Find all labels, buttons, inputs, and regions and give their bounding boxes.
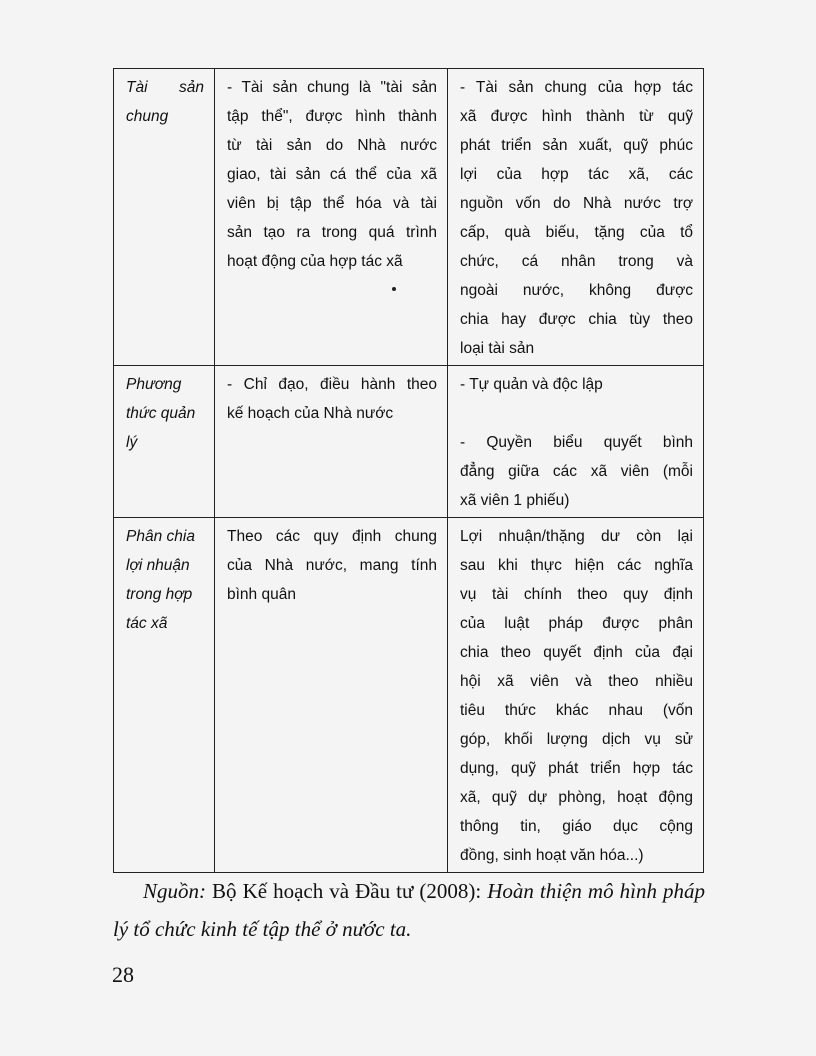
row-label-line: lợi nhuận (126, 557, 190, 574)
old-model-cell (215, 69, 448, 366)
new-model-cell (448, 366, 704, 518)
cell-text-line: cấp, quà biếu, tặng của tổ (460, 224, 693, 241)
row-label-line: Phương (126, 376, 182, 393)
old-model-cell (215, 366, 448, 518)
cell-text-line: góp, khối lượng dịch vụ sử (460, 731, 693, 748)
cell-text-line: đẳng giữa các xã viên (mỗi (460, 463, 693, 480)
row-label-cell (114, 69, 215, 366)
paragraph-gap (460, 399, 693, 428)
cell-text-line: xã được hình thành từ quỹ (460, 108, 693, 125)
row-label-cell (114, 518, 215, 873)
page-number: 28 (112, 962, 134, 987)
cell-text-line: - Quyền biểu quyết bình (460, 434, 693, 451)
old-model-cell (215, 518, 448, 873)
row-label-line: lý (126, 434, 138, 451)
cell-text-line: từ tài sản do Nhà nước (227, 137, 437, 154)
cell-text-line: - Chỉ đạo, điều hành theo (227, 376, 437, 393)
cell-text-line: Lợi nhuận/thặng dư còn lại (460, 528, 693, 545)
cell-text-line: đồng, sinh hoạt văn hóa...) (460, 847, 644, 864)
cell-text-line: bình quân (227, 586, 296, 603)
cell-text-line: xã, quỹ dự phòng, hoạt động (460, 789, 693, 806)
row-label-line: tác xã (126, 615, 168, 632)
source-citation (113, 872, 705, 948)
source-title: Hoàn thiện mô hình pháp lý tổ chức kinh tế tập thể ở nước ta. (113, 879, 705, 941)
cell-text-line: vụ tài chính theo quy định (460, 586, 693, 603)
cell-text-line: tiêu thức khác nhau (vốn (460, 702, 693, 719)
table-row-management-method (114, 366, 704, 518)
cell-text-line: - Tự quản và độc lập (460, 376, 603, 393)
row-label-line: Tài sản (126, 79, 204, 96)
cell-text-line: loại tài sản (460, 340, 535, 357)
cell-text-line: Theo các quy định chung (227, 528, 437, 545)
cell-text-line: chia hay được chia tùy theo (460, 311, 693, 328)
row-label-line: thức quản (126, 405, 196, 422)
cell-text-line: kế hoạch của Nhà nước (227, 405, 394, 422)
stray-mark (227, 272, 437, 301)
cell-text-line: ngoài nước, không được (460, 282, 693, 299)
cell-text-line: sản tạo ra trong quá trình (227, 224, 437, 241)
cell-text-line: viên bị tập thể hóa và tài (227, 195, 437, 212)
table-row-shared-assets (114, 69, 704, 366)
source-author: Bộ Kế hoạch và Đầu tư (2008): (206, 879, 488, 903)
cell-text-line: nguồn vốn do Nhà nước trợ (460, 195, 693, 212)
table-row-profit-distribution (114, 518, 704, 873)
cell-text-line: hoạt động của hợp tác xã (227, 253, 403, 270)
cell-text-line: - Tài sản chung của hợp tác (460, 79, 693, 96)
row-label-cell (114, 366, 215, 518)
cell-text-line: dụng, quỹ phát triển hợp tác (460, 760, 693, 777)
cell-text-line: xã viên 1 phiếu) (460, 492, 570, 509)
cell-text-line: hội xã viên và theo nhiều (460, 673, 693, 690)
new-model-cell (448, 518, 704, 873)
row-label-line: trong hợp (126, 586, 193, 603)
cell-text-line: thông tin, giáo dục cộng (460, 818, 693, 835)
cell-text-line: phát triển sản xuất, quỹ phúc (460, 137, 693, 154)
cell-text-line: của luật pháp được phân (460, 615, 693, 632)
cell-text-line: lợi của hợp tác xã, các (460, 166, 693, 183)
cell-text-line: của Nhà nước, mang tính (227, 557, 437, 574)
comparison-table (113, 68, 704, 873)
source-label: Nguồn: (143, 879, 206, 903)
cell-text-line: giao, tài sản cá thể của xã (227, 166, 437, 183)
cell-text-line: tập thể", được hình thành (227, 108, 437, 125)
cell-text-line: chức, cá nhân trong và (460, 253, 693, 270)
cell-text-line: chia theo quyết định của đại (460, 644, 693, 661)
cell-text-line: sau khi thực hiện các nghĩa (460, 557, 693, 574)
row-label-line: chung (126, 108, 169, 125)
cell-text-line: - Tài sản chung là "tài sản (227, 79, 437, 96)
row-label-line: Phân chia (126, 528, 195, 545)
new-model-cell (448, 69, 704, 366)
